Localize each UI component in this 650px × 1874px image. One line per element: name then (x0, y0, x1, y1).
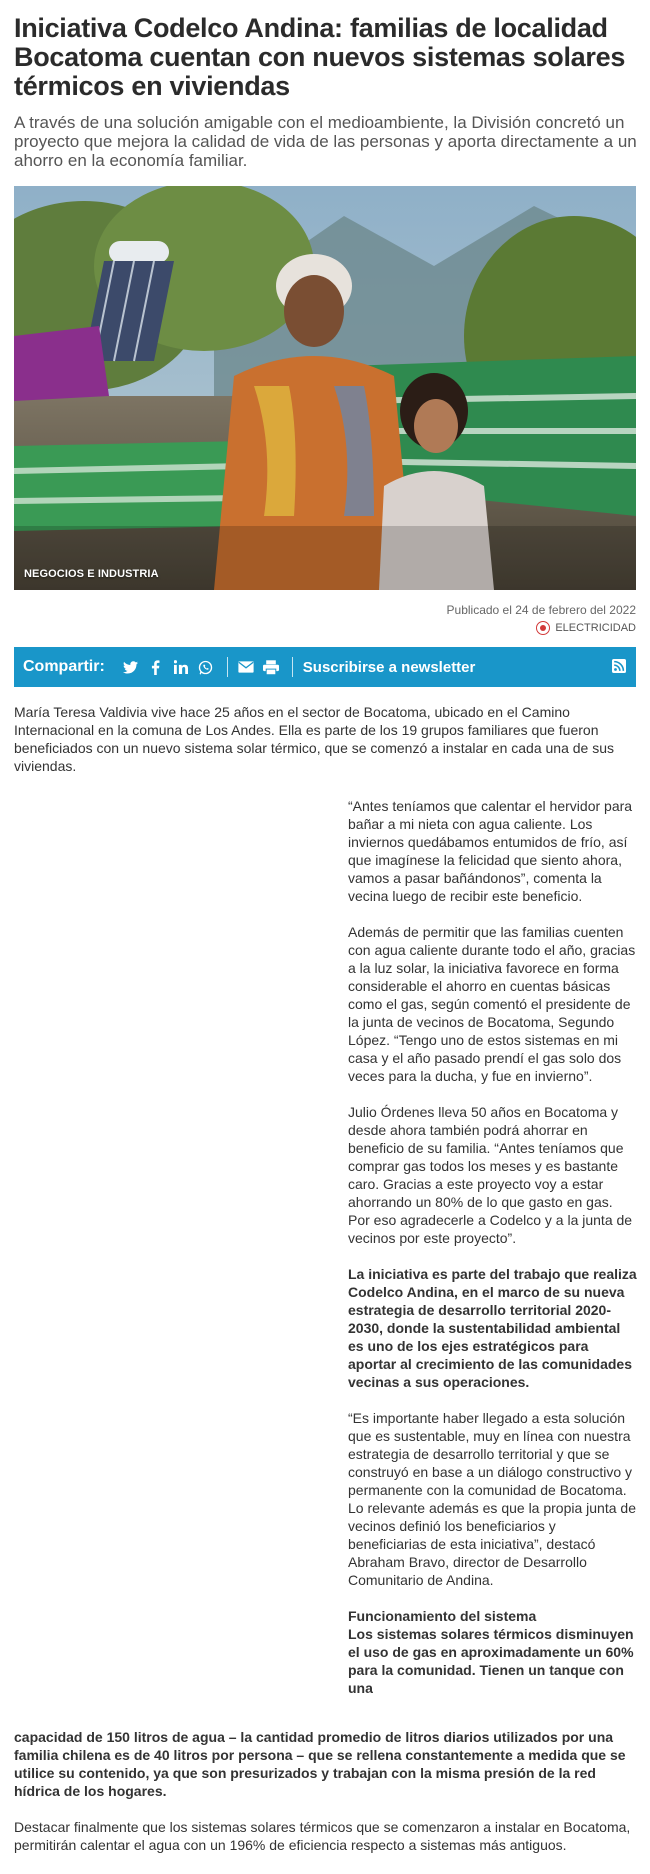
share-label: Compartir: (23, 658, 105, 675)
hero-image (14, 186, 636, 590)
linkedin-icon[interactable] (173, 659, 189, 675)
facebook-icon[interactable] (148, 659, 164, 675)
body-paragraph: Además de permitir que las familias cuenten con agua caliente durante todo el año, gracias a la luz solar, la iniciativa favorece en forma considerable el ahorro en cuentas básicas como el gas, según comentó el presidente de la junta de vecinos de Bocatoma, Segundo López. “Tengo uno de estos sistemas en mi casa y el año pasado prendí el gas solo dos veces para la ducha, y fue en invierno”. (348, 924, 636, 1084)
whatsapp-icon[interactable] (198, 659, 214, 675)
published-date: Publicado el 24 de febrero del 2022 (446, 603, 636, 617)
share-bar (14, 647, 636, 687)
body-paragraph: “Antes teníamos que calentar el hervidor para bañar a mi nieta con agua caliente. Los inviernos quedábamos entumidos de frío, así que imagínese la felicidad que siento ahora, vamos a pasar bañándonos”, comenta la vecina luego de recibir este beneficio. (348, 798, 633, 904)
newsletter-link[interactable]: Suscribirse a newsletter (302, 658, 476, 676)
section-heading: Funcionamiento del sistema (348, 1608, 537, 1624)
email-icon[interactable] (238, 659, 254, 675)
section-text-start: Los sistemas solares térmicos disminuyen el uso de gas en aproximadamente un 60% para la comunidad. Tienen un tanque con una (348, 1626, 634, 1696)
closing-paragraph: Destacar finalmente que los sistemas solares térmicos que se comenzaron a instalar en Bocatoma, permitirán calentar el agua con un 196% de eficiencia respecto a sistemas más antiguos. (14, 1819, 631, 1853)
print-icon[interactable] (263, 659, 279, 675)
hero-category-tag[interactable]: NEGOCIOS E INDUSTRIA (24, 568, 159, 580)
section-block (348, 1607, 638, 1697)
body-paragraph: Julio Órdenes lleva 50 años en Bocatoma y desde ahora también podrá ahorrar en beneficio de su familia. “Antes teníamos que comprar gas todos los meses y es bastante caro. Gracias a este proyecto voy a estar ahorrando un 80% de lo que gasto en gas. Por eso agradecerle a Codelco y a la junta de vecinos por este proyecto”. (348, 1104, 633, 1246)
article-body-column (348, 797, 638, 1697)
hero-photo-illustration (14, 186, 636, 590)
highlight-text: La iniciativa es parte del trabajo que realiza Codelco Andina, en el marco de su nueva estrategia de desarrollo territorial 2020-2030, donde la sustentabilidad ambiental es uno de los ejes estratégicos para aportar al crecimiento de las comunidades vecinas a sus operaciones. (348, 1266, 637, 1390)
category-label: ELECTRICIDAD (555, 622, 636, 634)
article-subtitle: A través de una solución amigable con el medioambiente, la División concretó un proyecto que mejora la calidad de vida de las personas y aporta directamente a un ahorro en la economía familiar. (14, 113, 637, 170)
section-text-continued: capacidad de 150 litros de agua – la cantidad promedio de litros diarios utilizados por una familia chilena es de 40 litros por persona – que se rellena constantemente a medida que se utilice su contenido, ya que son presurizados y trabajan con la misma presión de la red hídrica de los hogares. (14, 1729, 626, 1799)
category-link[interactable] (536, 621, 636, 635)
intro-paragraph: María Teresa Valdivia vive hace 25 años en el sector de Bocatoma, ubicado en el Camino Internacional en la comuna de Los Andes. Ella es parte de los 19 grupos familiares que fueron beneficiados con un nuevo sistema solar térmico, que se comenzó a instalar en cada una de sus viviendas. (14, 704, 615, 774)
highlight-paragraph (348, 1265, 638, 1391)
body-paragraph: “Es importante haber llegado a esta solución que es sustentable, muy en línea con nuestra estrategia de desarrollo territorial y que se construyó en base a un diálogo constructivo y permanente con la comunidad de Bocatoma. Lo relevante además es que la propia junta de vecinos definió los beneficiarios y beneficiarias de esta iniciativa”, destacó Abraham Bravo, director de Desarrollo Comunitario de Andina. (348, 1410, 636, 1588)
share-separator (227, 657, 228, 677)
article-title: Iniciativa Codelco Andina: familias de localidad Bocatoma cuentan con nuevos sistemas solares térmicos en viviendas (14, 13, 626, 101)
share-separator (292, 657, 293, 677)
twitter-icon[interactable] (123, 659, 139, 675)
rss-icon[interactable] (612, 659, 628, 675)
bolt-category-icon (536, 621, 550, 635)
